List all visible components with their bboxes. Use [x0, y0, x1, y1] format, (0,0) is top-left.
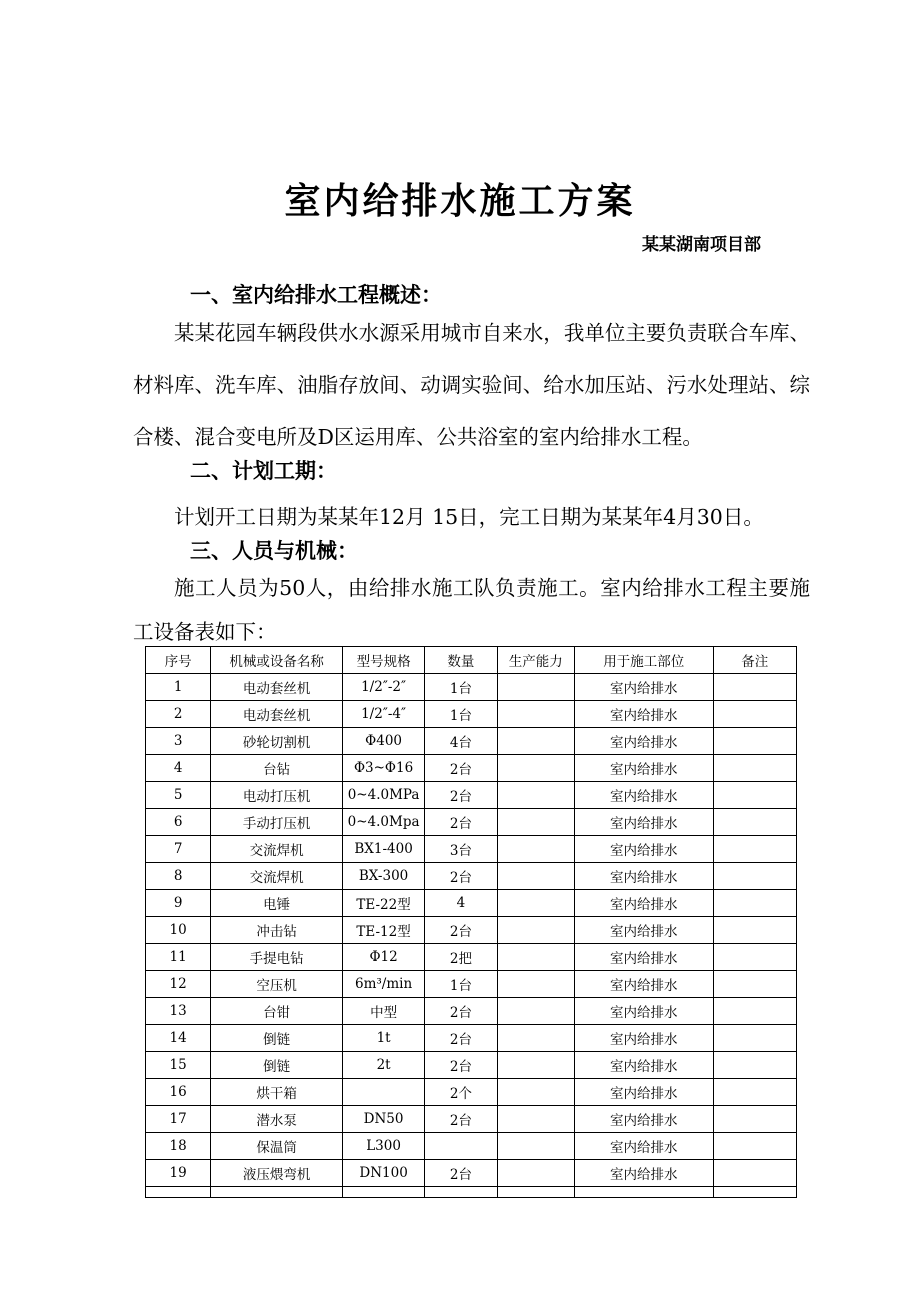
table-cell: 1t [342, 1025, 424, 1052]
section-body-personnel: 施工人员为50人，由给排水施工队负责施工。室内给排水工程主要施工设备表如下： [133, 576, 810, 644]
table-cell [497, 836, 574, 863]
table-cell: 室内给排水 [574, 1106, 713, 1133]
table-cell: 19 [146, 1160, 211, 1187]
table-cell: 电锤 [211, 890, 343, 917]
table-cell: 0~4.0MPa [342, 782, 424, 809]
table-cell: 4台 [425, 728, 497, 755]
table-row [146, 1106, 797, 1133]
table-cell: 冲击钻 [211, 917, 343, 944]
table-cell: 2台 [425, 1106, 497, 1133]
table-blank-row [146, 1187, 797, 1198]
table-cell: 16 [146, 1079, 211, 1106]
header-cell: 数量 [425, 647, 497, 674]
table-cell: 室内给排水 [574, 971, 713, 998]
equipment-table [145, 646, 797, 1198]
table-cell: 10 [146, 917, 211, 944]
table-cell: 6 [146, 809, 211, 836]
table-cell: DN100 [342, 1160, 424, 1187]
page-title: 室内给排水施工方案 [284, 180, 636, 222]
table-cell: Φ400 [342, 728, 424, 755]
table-cell: 空压机 [211, 971, 343, 998]
table-cell [713, 701, 796, 728]
table-cell: 室内给排水 [574, 809, 713, 836]
table-row [146, 1160, 797, 1187]
table-cell: 1 [146, 674, 211, 701]
table-cell: 室内给排水 [574, 755, 713, 782]
table-row [146, 1133, 797, 1160]
table-cell: 12 [146, 971, 211, 998]
table-cell [497, 728, 574, 755]
table-cell: 室内给排水 [574, 728, 713, 755]
table-cell: 室内给排水 [574, 1052, 713, 1079]
table-cell: 14 [146, 1025, 211, 1052]
table-row [146, 971, 797, 998]
table-cell [713, 728, 796, 755]
table-cell: 砂轮切割机 [211, 728, 343, 755]
section-heading-schedule: 二、计划工期： [190, 458, 337, 483]
table-cell [497, 971, 574, 998]
table-cell: 室内给排水 [574, 1079, 713, 1106]
table-cell: 交流焊机 [211, 863, 343, 890]
table-cell: 潜水泵 [211, 1106, 343, 1133]
table-cell: 2台 [425, 863, 497, 890]
table-cell: 4 [146, 755, 211, 782]
table-cell [497, 1160, 574, 1187]
table-cell: 11 [146, 944, 211, 971]
table-cell [497, 917, 574, 944]
table-cell [713, 782, 796, 809]
table-header-row [146, 647, 797, 674]
table-cell: 15 [146, 1052, 211, 1079]
table-cell [342, 1187, 424, 1198]
table-cell [713, 1106, 796, 1133]
table-cell: 倒链 [211, 1025, 343, 1052]
table-cell: 台钳 [211, 998, 343, 1025]
table-cell [146, 1187, 211, 1198]
table-row [146, 782, 797, 809]
table-cell [497, 809, 574, 836]
table-cell [713, 890, 796, 917]
table-cell: Φ3~Φ16 [342, 755, 424, 782]
table-cell: 2台 [425, 917, 497, 944]
table-cell: 保温筒 [211, 1133, 343, 1160]
section-heading-overview: 一、室内给排水工程概述： [190, 282, 442, 307]
table-cell [713, 809, 796, 836]
table-cell [497, 782, 574, 809]
section-body-overview: 某某花园车辆段供水水源采用城市自来水，我单位主要负责联合车库、材料库、洗车库、油脂存放间、动调实验间、给水加压站、污水处理站、综合楼、混合变电所及D区运用库、公共浴室的室内给排水工程。 [133, 321, 810, 449]
table-cell [574, 1187, 713, 1198]
table-cell: 室内给排水 [574, 890, 713, 917]
table-cell: 3 [146, 728, 211, 755]
table-cell: TE-12型 [342, 917, 424, 944]
table-cell: 2把 [425, 944, 497, 971]
table-cell [713, 944, 796, 971]
table-cell [713, 917, 796, 944]
table-cell [713, 971, 796, 998]
table-cell: 电动套丝机 [211, 701, 343, 728]
table-cell: 台钻 [211, 755, 343, 782]
table-cell [497, 944, 574, 971]
table-cell: BX-300 [342, 863, 424, 890]
table-cell [713, 1160, 796, 1187]
table-cell: 2个 [425, 1079, 497, 1106]
table-cell [497, 998, 574, 1025]
table-cell: 7 [146, 836, 211, 863]
table-row [146, 944, 797, 971]
table-cell [713, 1133, 796, 1160]
table-cell: 电动套丝机 [211, 674, 343, 701]
table-cell [497, 701, 574, 728]
table-cell: 2台 [425, 1025, 497, 1052]
table-cell: 1台 [425, 674, 497, 701]
table-cell: 手动打压机 [211, 809, 343, 836]
table-cell: 电动打压机 [211, 782, 343, 809]
table-cell: Φ12 [342, 944, 424, 971]
table-cell: 室内给排水 [574, 1133, 713, 1160]
table-cell [497, 1052, 574, 1079]
table-cell [497, 890, 574, 917]
table-row [146, 1079, 797, 1106]
table-cell: 17 [146, 1106, 211, 1133]
table-row [146, 863, 797, 890]
table-cell [713, 1187, 796, 1198]
table-row [146, 1052, 797, 1079]
table-cell [497, 755, 574, 782]
table-cell [713, 1079, 796, 1106]
table-cell: 室内给排水 [574, 944, 713, 971]
table-cell: 室内给排水 [574, 701, 713, 728]
table-row [146, 755, 797, 782]
table-cell: 室内给排水 [574, 674, 713, 701]
table-cell [713, 836, 796, 863]
table-cell [425, 1187, 497, 1198]
table-cell: 手提电钻 [211, 944, 343, 971]
table-cell [713, 998, 796, 1025]
table-cell [713, 674, 796, 701]
table-cell [497, 1079, 574, 1106]
table-row [146, 917, 797, 944]
table-cell: 4 [425, 890, 497, 917]
table-cell [713, 1025, 796, 1052]
table-cell: L300 [342, 1133, 424, 1160]
table-row [146, 728, 797, 755]
header-cell: 备注 [713, 647, 796, 674]
table-cell: 2台 [425, 782, 497, 809]
table-cell: 8 [146, 863, 211, 890]
header-cell: 用于施工部位 [574, 647, 713, 674]
table-cell: 5 [146, 782, 211, 809]
table-cell: 室内给排水 [574, 1160, 713, 1187]
table-cell: 9 [146, 890, 211, 917]
table-cell: 2台 [425, 809, 497, 836]
table-cell: 室内给排水 [574, 1025, 713, 1052]
table-cell: 2 [146, 701, 211, 728]
table-cell: 2t [342, 1052, 424, 1079]
table-cell [497, 1187, 574, 1198]
table-row [146, 809, 797, 836]
table-cell: 1/2″-4″ [342, 701, 424, 728]
section-heading-personnel: 三、人员与机械： [190, 538, 358, 563]
table-cell: 烘干箱 [211, 1079, 343, 1106]
table-cell [713, 1052, 796, 1079]
table-cell: TE-22型 [342, 890, 424, 917]
table-cell [497, 1106, 574, 1133]
table-cell: 2台 [425, 998, 497, 1025]
table-cell: 18 [146, 1133, 211, 1160]
table-cell: 1台 [425, 971, 497, 998]
table-row [146, 701, 797, 728]
table-row [146, 674, 797, 701]
table-cell: 中型 [342, 998, 424, 1025]
table-row [146, 998, 797, 1025]
table-cell [713, 863, 796, 890]
table-row [146, 1025, 797, 1052]
table-cell: 3台 [425, 836, 497, 863]
table-cell: 室内给排水 [574, 782, 713, 809]
table-cell: 液压煨弯机 [211, 1160, 343, 1187]
header-cell: 序号 [146, 647, 211, 674]
table-cell: 室内给排水 [574, 917, 713, 944]
table-cell [425, 1133, 497, 1160]
table-row [146, 890, 797, 917]
table-cell [342, 1079, 424, 1106]
table-cell: DN50 [342, 1106, 424, 1133]
table-cell: 2台 [425, 755, 497, 782]
table-cell: 2台 [425, 1052, 497, 1079]
header-cell: 机械或设备名称 [211, 647, 343, 674]
table-cell: BX1-400 [342, 836, 424, 863]
header-cell: 型号规格 [342, 647, 424, 674]
organization-label: 某某湖南项目部 [642, 235, 761, 255]
table-cell: 0~4.0Mpa [342, 809, 424, 836]
table-cell: 室内给排水 [574, 998, 713, 1025]
table-cell: 倒链 [211, 1052, 343, 1079]
table-cell: 室内给排水 [574, 836, 713, 863]
table-cell: 6m³/min [342, 971, 424, 998]
table-cell: 13 [146, 998, 211, 1025]
table-cell: 交流焊机 [211, 836, 343, 863]
table-cell: 1/2″-2″ [342, 674, 424, 701]
table-cell: 1台 [425, 701, 497, 728]
table-cell: 室内给排水 [574, 863, 713, 890]
table-cell [497, 863, 574, 890]
table-cell [713, 755, 796, 782]
section-body-schedule: 计划开工日期为某某年12月 15日，完工日期为某某年4月30日。 [174, 505, 764, 529]
table-cell [497, 1025, 574, 1052]
table-cell [211, 1187, 343, 1198]
header-cell: 生产能力 [497, 647, 574, 674]
table-cell: 2台 [425, 1160, 497, 1187]
table-row [146, 836, 797, 863]
table-cell [497, 674, 574, 701]
table-cell [497, 1133, 574, 1160]
